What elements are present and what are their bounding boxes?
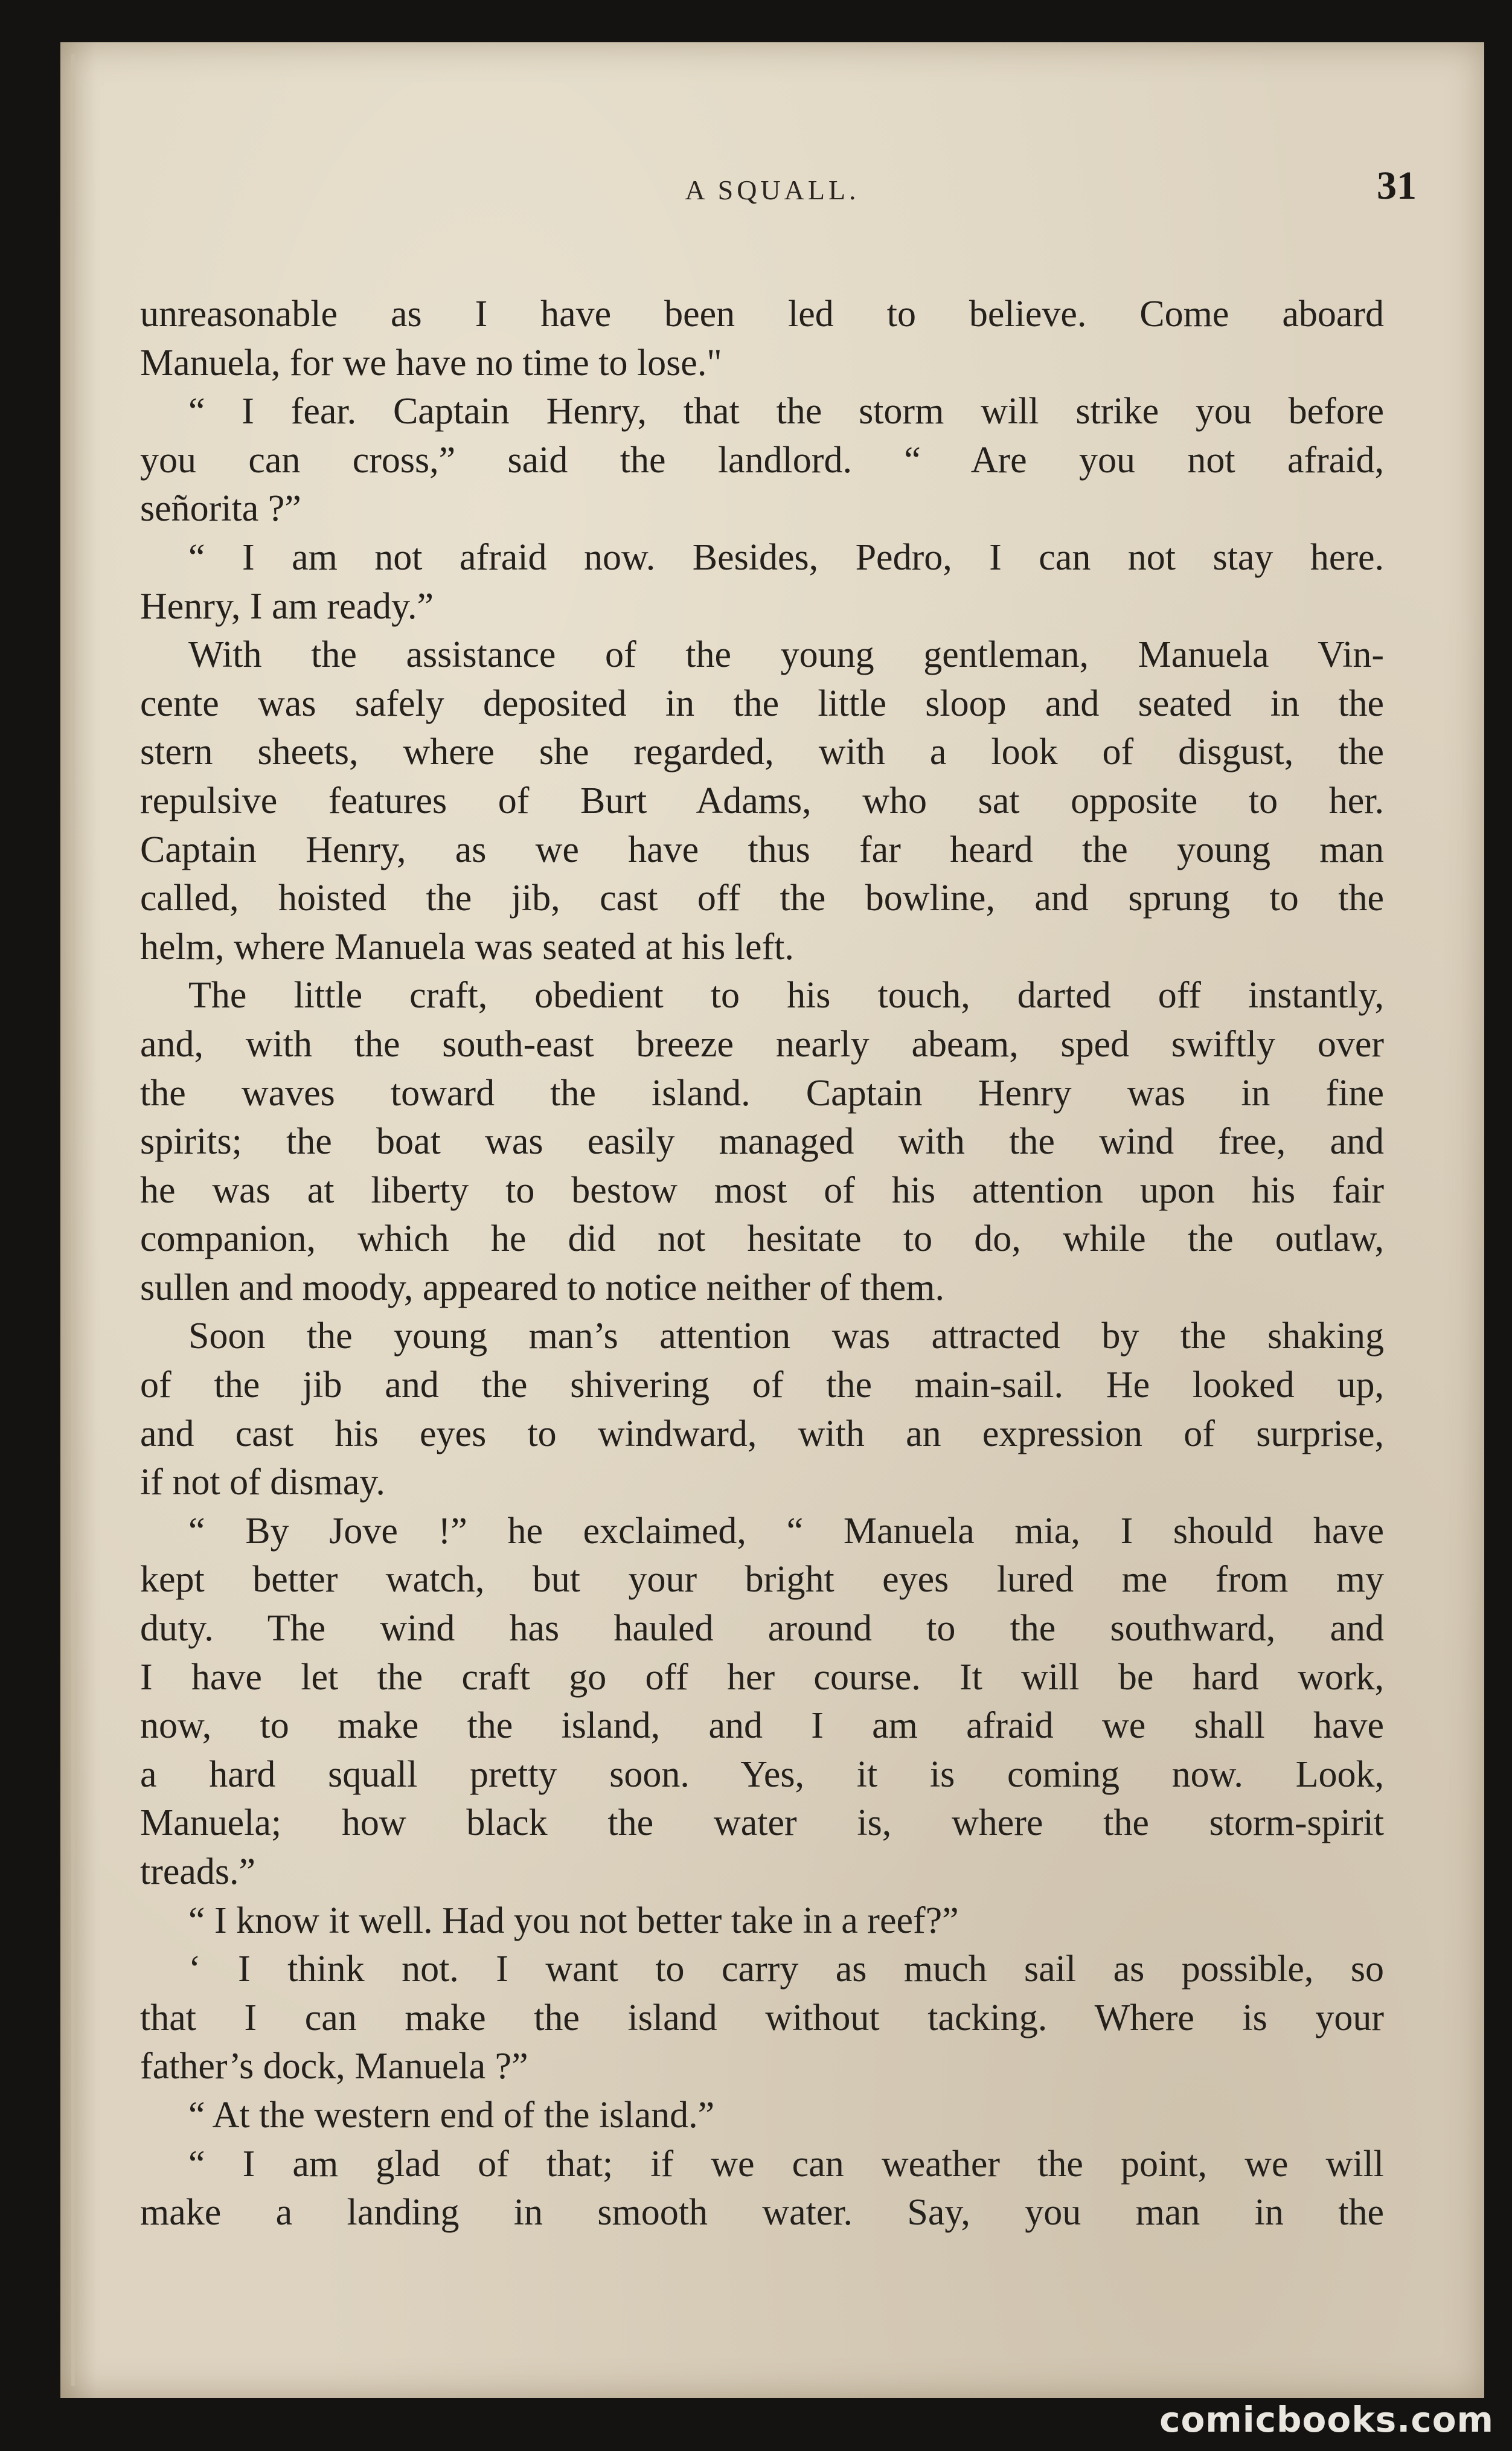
text-line: “ I know it well. Had you not better take in a reef?” <box>188 1900 959 1941</box>
text-line: Manuela; how black the water is, where the storm-spirit <box>140 1802 1384 1844</box>
text-line: The little craft, obedient to his touch, darted off instantly, <box>188 975 1384 1017</box>
running-head-title: A SQUALL. <box>685 175 860 205</box>
page-number: 31 <box>1377 164 1417 208</box>
body-text <box>140 290 1384 2237</box>
text-line: a hard squall pretty soon. Yes, it is coming now. Look, <box>140 1753 1384 1795</box>
text-line: he was at liberty to bestow most of his attention upon his fair <box>140 1169 1384 1211</box>
text-line: sullen and moody, appeared to notice neither of them. <box>140 1267 945 1308</box>
text-line: With the assistance of the young gentleman, Manuela Vin- <box>188 634 1384 676</box>
text-line: Manuela, for we have no time to lose." <box>140 342 722 384</box>
text-line: Captain Henry, as we have thus far heard the young man <box>140 829 1384 870</box>
text-line: the waves toward the island. Captain Henry was in fine <box>140 1072 1384 1114</box>
text-line: father’s dock, Manuela ?” <box>140 2046 528 2087</box>
text-line: companion, which he did not hesitate to do, while the outlaw, <box>140 1218 1384 1260</box>
text-line: and cast his eyes to windward, with an expression of surprise, <box>140 1413 1384 1454</box>
text-line: señorita ?” <box>140 488 301 530</box>
text-line: I have let the craft go off her course. It will be hard work, <box>140 1656 1384 1698</box>
text-line: “ By Jove !” he exclaimed, “ Manuela mia, I should have <box>188 1510 1384 1552</box>
text-line: now, to make the island, and I am afraid we shall have <box>140 1705 1384 1747</box>
text-line: of the jib and the shivering of the main-sail. He looked up, <box>140 1364 1384 1406</box>
page-gutter <box>71 54 75 2386</box>
text-line: that I can make the island without tacking. Where is your <box>140 1997 1384 2038</box>
text-line: if not of dismay. <box>140 1462 385 1503</box>
text-line: helm, where Manuela was seated at his left. <box>140 926 794 968</box>
text-line: cente was safely deposited in the little sloop and seated in the <box>140 683 1384 724</box>
text-line: stern sheets, where she regarded, with a look of disgust, the <box>140 731 1384 773</box>
running-head <box>60 163 1484 217</box>
text-line: Soon the young man’s attention was attracted by the shaking <box>188 1315 1384 1357</box>
text-line: you can cross,” said the landlord. “ Are you not afraid, <box>140 439 1384 481</box>
text-line: Henry, I am ready.” <box>140 585 434 627</box>
text-line: ‘ I think not. I want to carry as much sail as possible, so <box>188 1948 1384 1990</box>
text-line: “ At the western end of the island.” <box>188 2094 715 2136</box>
book-page <box>60 42 1484 2398</box>
text-line: repulsive features of Burt Adams, who sat opposite to her. <box>140 780 1384 821</box>
text-line: unreasonable as I have been led to believe. Come aboard <box>140 294 1384 335</box>
text-line: “ I am glad of that; if we can weather the point, we will <box>188 2143 1384 2185</box>
text-line: make a landing in smooth water. Say, you man in the <box>140 2192 1384 2234</box>
text-line: treads.” <box>140 1851 256 1892</box>
text-line: kept better watch, but your bright eyes lured me from my <box>140 1559 1384 1601</box>
text-line: and, with the south-east breeze nearly abeam, sped swiftly over <box>140 1023 1384 1065</box>
watermark: comicbooks.com <box>1159 2399 1494 2440</box>
text-line: “ I fear. Captain Henry, that the storm will strike you before <box>188 391 1384 432</box>
text-line: spirits; the boat was easily managed with the wind free, and <box>140 1121 1384 1163</box>
text-line: called, hoisted the jib, cast off the bowline, and sprung to the <box>140 878 1384 919</box>
text-line: “ I am not afraid now. Besides, Pedro, I can not stay here. <box>188 536 1384 578</box>
text-line: duty. The wind has hauled around to the southward, and <box>140 1608 1384 1650</box>
